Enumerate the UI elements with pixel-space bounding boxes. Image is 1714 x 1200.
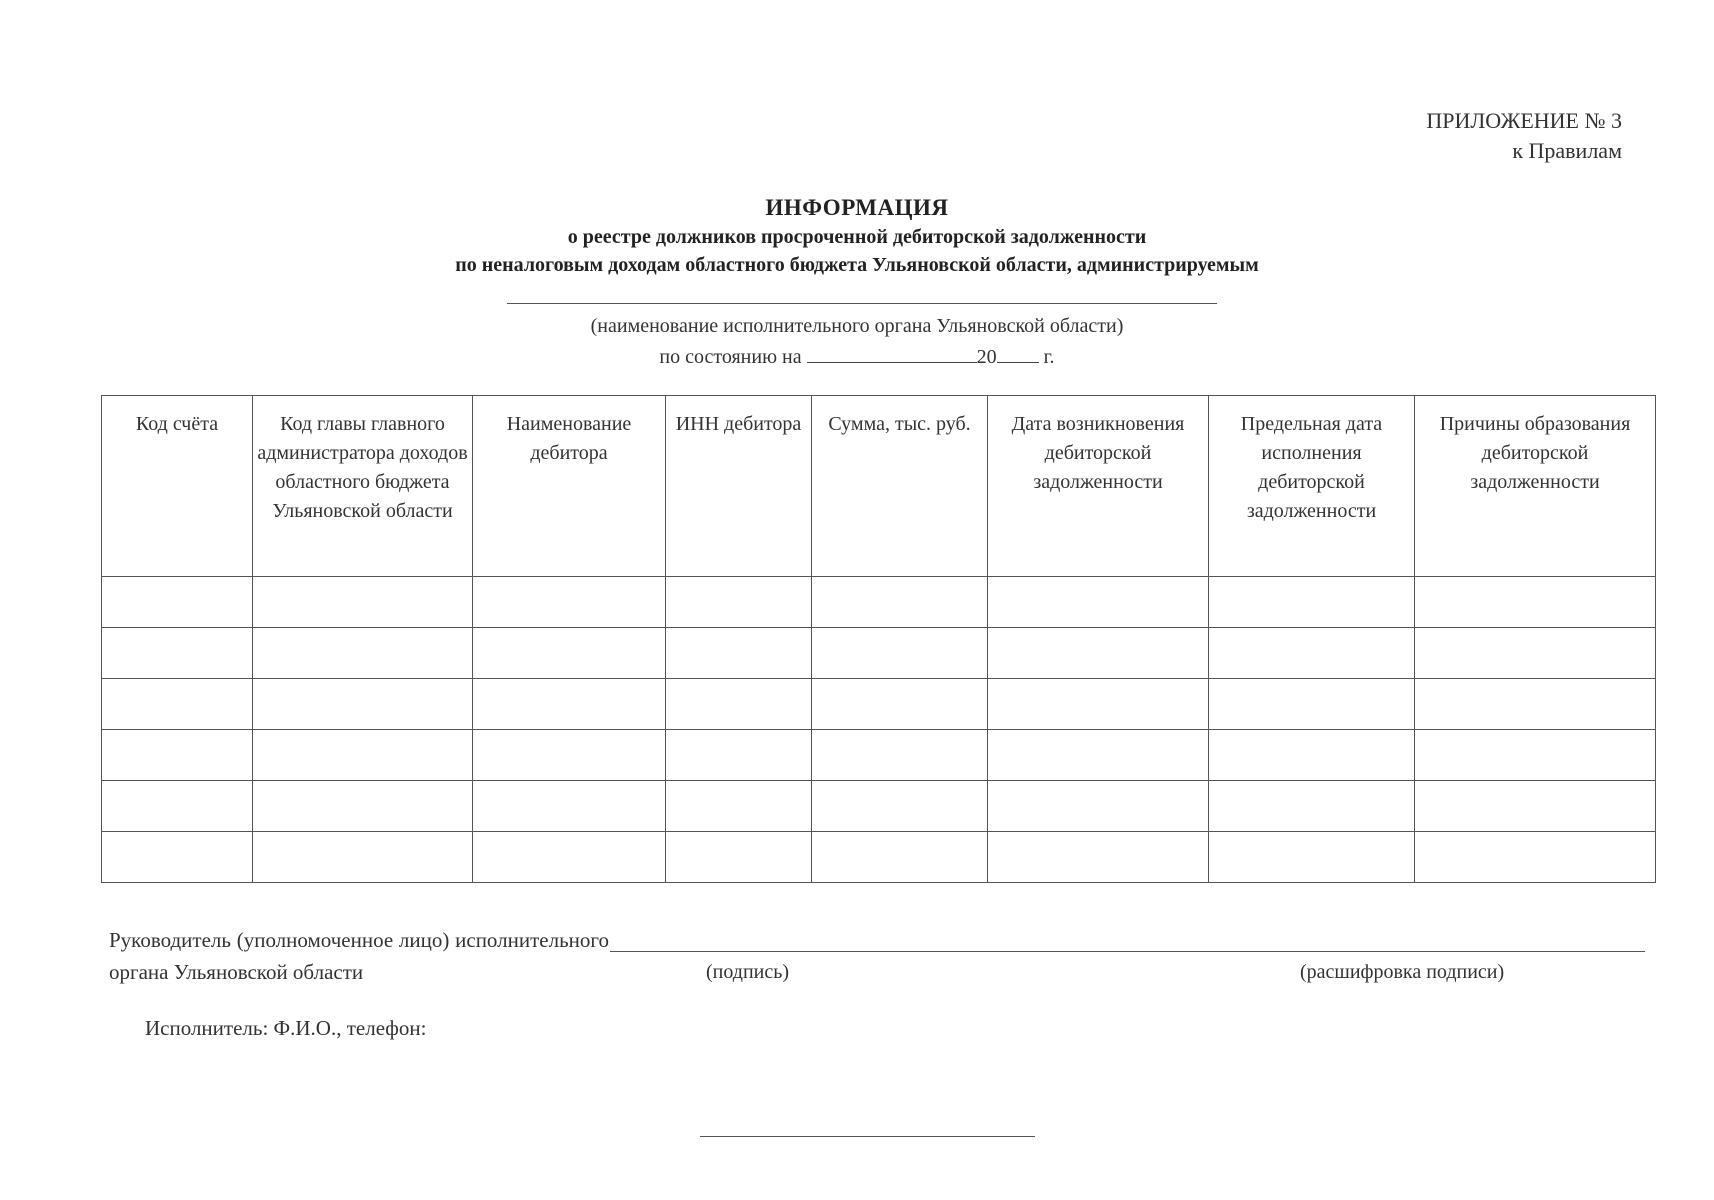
table-cell [473,577,666,628]
column-header: Дата возникновения дебиторской задолженности [988,396,1209,577]
table-cell [1415,679,1656,730]
column-header: Предельная дата исполнения дебиторской задолженности [1209,396,1415,577]
executor-label: Исполнитель: Ф.И.О., телефон: [145,1016,427,1040]
date-day-month-blank [807,342,977,363]
table-cell [102,628,253,679]
table-cell [1415,577,1656,628]
table-cell [473,730,666,781]
table-cell [988,832,1209,883]
table-cell [1415,730,1656,781]
table-row [102,730,1656,781]
table-cell [988,679,1209,730]
column-header: Наименование дебитора [473,396,666,577]
column-header: ИНН дебитора [666,396,812,577]
table-row [102,679,1656,730]
table-cell [812,679,988,730]
table-cell [102,679,253,730]
table-cell [1209,628,1415,679]
title-subtitle-1: о реестре должников просроченной дебиторской задолженности [567,226,1147,248]
table-cell [102,832,253,883]
table-cell [666,628,812,679]
table-cell [253,577,473,628]
table-cell [812,577,988,628]
date-line [0,342,1714,371]
table-cell [102,781,253,832]
bottom-blank-line [700,1136,1035,1137]
table-cell [1415,628,1656,679]
table-row [102,577,1656,628]
table-cell [812,832,988,883]
date-year-blank [997,342,1039,363]
title-main: ИНФОРМАЦИЯ [765,195,949,220]
table-cell [473,781,666,832]
table-cell [988,628,1209,679]
signature-caption: (подпись) [706,961,790,983]
table-cell [253,730,473,781]
table-cell [666,781,812,832]
table-cell [812,628,988,679]
table-cell [1209,730,1415,781]
org-name-blank-line [507,303,1217,304]
table-cell [473,628,666,679]
table-cell [102,730,253,781]
date-year-prefix: 20 [976,346,997,368]
table-cell [666,832,812,883]
table-row [102,781,1656,832]
table-header-row [102,396,1656,577]
column-header: Код главы главного администратора доходов областного бюджета Ульяновской области [253,396,473,577]
title-subtitle-2: по неналоговым доходам областного бюджета Ульяновской области, администрируемым [455,254,1259,276]
table-cell [102,577,253,628]
table-cell [253,832,473,883]
table-cell [253,679,473,730]
table-cell [473,679,666,730]
appendix-header [1426,106,1622,166]
document-title [0,193,1714,279]
table-row [102,628,1656,679]
table-cell [988,781,1209,832]
table-row [102,832,1656,883]
table-cell [253,628,473,679]
table-cell [812,730,988,781]
signer-label: Руководитель (уполномоченное лицо) исполнительного органа Ульяновской области [109,928,609,984]
table-cell [666,730,812,781]
table-cell [1415,832,1656,883]
table-cell [1209,781,1415,832]
appendix-number: ПРИЛОЖЕНИЕ № 3 [1426,108,1622,133]
table-cell [1415,781,1656,832]
signature-decoding-caption: (расшифровка подписи) [1300,961,1505,983]
column-header: Код счёта [102,396,253,577]
table-cell [812,781,988,832]
table-cell [666,679,812,730]
table-cell [988,730,1209,781]
signature-blank-line [610,951,1645,952]
table-cell [473,832,666,883]
appendix-reference: к Правилам [1512,138,1622,163]
date-suffix: г. [1043,346,1055,368]
table-cell [666,577,812,628]
org-name-caption: (наименование исполнительного органа Ульяновской области) [590,315,1124,337]
table-cell [253,781,473,832]
table-cell [988,577,1209,628]
date-prefix: по состоянию на [659,346,802,368]
column-header: Причины образования дебиторской задолженности [1415,396,1656,577]
table-cell [1209,577,1415,628]
table-cell [1209,832,1415,883]
table-body [102,577,1656,883]
column-header: Сумма, тыс. руб. [812,396,988,577]
debtor-registry-table [101,395,1656,883]
table-cell [1209,679,1415,730]
